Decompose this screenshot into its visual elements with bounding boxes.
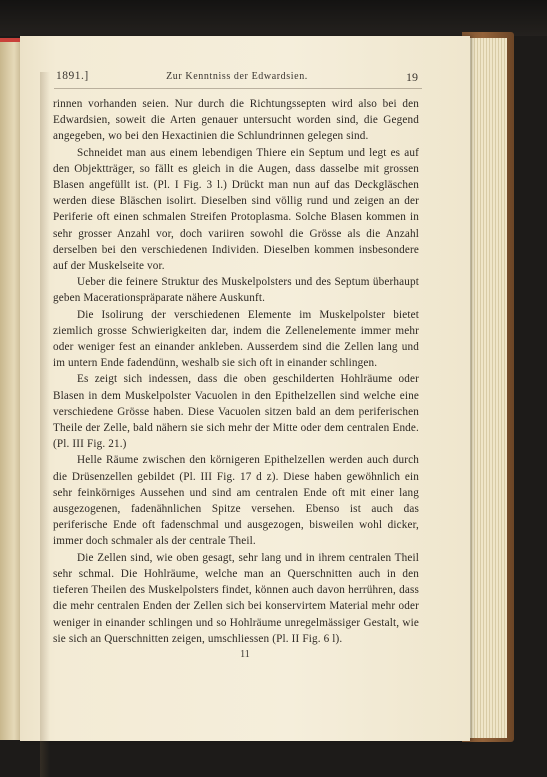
paragraph: rinnen vorhanden seien. Nur durch die Richtungssepten wird also bei den Edwardsien, soweit die Arten genauer untersucht worden sind, die Gegend angegeben, wo bei den Hexactinien die Schlundrinnen gelegen sind. (53, 98, 419, 143)
bookmark-ribbon (0, 38, 22, 42)
left-page-edge (0, 38, 21, 740)
paragraph: Die Isolirung der verschiedenen Elemente im Muskelpolster bietet ziemlich grosse Schwierigkeiten dar, indem die Zellenelemente immer mehr oder weniger fest an einander ankleben. Ausserdem sind die Zellen lang und im untern Ende fadendünn, weshalb sie sich oft in einander schlingen. (53, 308, 419, 370)
header-rule (54, 88, 422, 89)
header-year: 1891.] (56, 70, 89, 82)
background-dark (0, 0, 547, 36)
running-head (56, 70, 418, 86)
page-edges (468, 38, 507, 738)
paragraph: Helle Räume zwischen den körnigeren Epithelzellen werden auch durch die Drüsenzellen gebildet (Pl. III Fig. 17 d z). Diese haben gewöhnlich ein sehr feinkörniges Aussehen und sind am centralen Ende oft mit einer lang ausgezogenen, fadenähnlichen Spitze versehen. Ebenso ist auch das periferische Ende oft fadenschmal und ausgezogen, bisweilen wohl dicker, immer doch schmaler als der centrale Theil. (53, 454, 419, 548)
header-title: Zur Kenntniss der Edwardsien. (166, 71, 308, 82)
paragraph: Es zeigt sich indessen, dass die oben geschilderten Hohlräume oder Blasen in dem Muskelpolster Vacuolen in den Epithelzellen sind welche eine verschiedene Grösse haben. Diese Vacuolen sitzen bald an dem periferischen Theile der Zelle, bald nähern sie sich mehr der Mitte oder dem centralen Ende. (Pl. III Fig. 21.) (53, 373, 419, 451)
spine-shadow (40, 72, 50, 777)
paragraph: Ueber die feinere Struktur des Muskelpolsters und des Septum überhaupt geben Macerationspräparate nähere Auskunft. (53, 276, 419, 305)
paragraph: Schneidet man aus einem lebendigen Thiere ein Septum und legt es auf den Objektträger, so fällt es gleich in die Augen, dass dasselbe mit grossen Blasen angefüllt ist. (Pl. I Fig. 3 l.) Drückt man nun auf das Deckgläschen werden diese Bläschen isolirt. Dieselben sind völlig rund und zeigen an der Periferie oft einen schmalen Streifen Protoplasma. Solche Blasen kommen in sehr grosser Anzahl vor, doch variiren sowohl die Grösse als die Anzahl derselben bei den verschiedenen Individen. Dieselben kommen insbesondere auf der Muskelseite vor. (53, 146, 419, 273)
paragraph: Die Zellen sind, wie oben gesagt, sehr lang und in ihrem centralen Theil sehr schmal. Die Hohlräume, welche man an Querschnitten auch in den tieferen Theilen des Muskelpolsters findet, können auch davon herrühren, dass die mehr centralen Enden der Zellen sich bei konservirtem Material mehr oder weniger in einander schlingen und so Hohlräume unregelmässiger Gestalt, wie sie sich an Querschnitten zeigen, umschliessen (Pl. II Fig. 6 l). (53, 551, 419, 645)
signature-mark: 11 (240, 649, 250, 660)
page-number: 19 (406, 70, 418, 84)
book-page (20, 36, 470, 741)
body-text (53, 96, 419, 647)
